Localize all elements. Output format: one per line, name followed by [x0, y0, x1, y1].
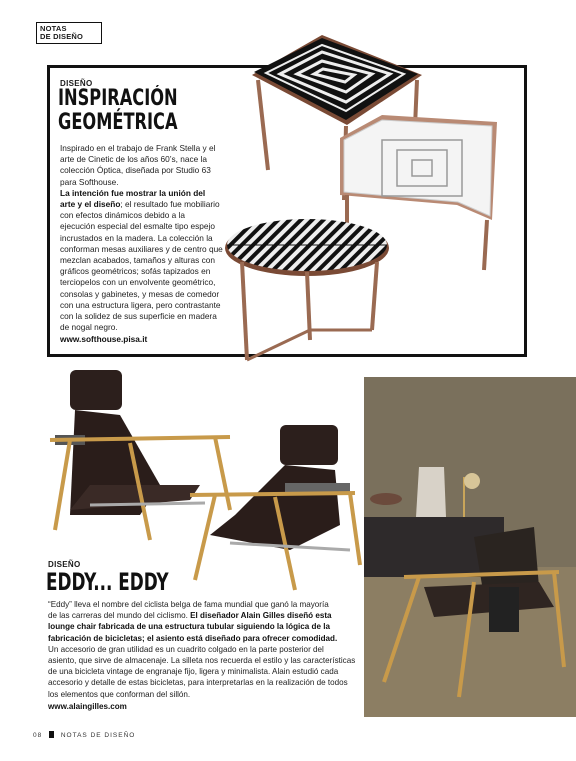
article2-line: de una bicicleta vintage de engranaje fijo, ligera y minimalista. Alain estudió cada [48, 667, 339, 677]
article1-line: con efectos dinámicos debido a la [60, 210, 185, 221]
footer-logo-icon [49, 731, 54, 738]
section-tag [36, 22, 102, 44]
article2-bold-line: fabricación de bicicletas; el asiento está diseñado para ofrecer comodidad. [48, 633, 338, 643]
article2-body [48, 599, 368, 712]
article2-line: los elementos que conforman del sillón. [48, 689, 191, 699]
article1-line: de nogal negro. [60, 322, 118, 333]
article2-line: Un accesorio de gran utilidad es un cuadrito colgado en la parte posterior del [48, 644, 324, 654]
chair-left [50, 370, 230, 540]
article1-line: conforman mesas auxiliares y de centro que [60, 243, 223, 254]
article1-line: gráficos geométricos; sofás tapizados en [60, 266, 211, 277]
article1-line: con la solidez de sus superficie en madera [60, 311, 217, 322]
eddy-interior-photo [364, 377, 576, 717]
page-footer [33, 731, 135, 739]
article1-line: consolas y gabinetes, y mesas de comedor [60, 288, 220, 299]
footer-section: NOTAS DE DISEÑO [60, 732, 136, 739]
article1-line: terciopelos con un envolvente geométrico, [60, 277, 216, 288]
article2-bold-line: El diseñador Alain Gilles diseñó esta [187, 611, 332, 621]
article1-line: con una estructura ligera, pero contrastante [60, 299, 221, 310]
article2-link[interactable]: www.alaingilles.com [48, 701, 127, 711]
article1-line: ejecución especial del esmalte tipo espejo [60, 221, 215, 232]
chair-right [190, 425, 360, 590]
article2-line: “Eddy” lleva el nombre del ciclista belga de fama mundial que ganó la mayoría [48, 600, 329, 609]
article1-line: incrustados en la madera. La colección la [60, 232, 213, 243]
interior-scene [364, 377, 576, 717]
article1-bold-line: arte y el diseño [60, 199, 121, 210]
article1-link[interactable]: www.softhouse.pisa.it [60, 334, 148, 345]
optica-tables-photo [222, 30, 522, 375]
article1-label: DISEÑO [60, 79, 93, 88]
article2-line: accesorio y detalle de estas bicicletas, para interpretarlas en la realización de todos [48, 678, 348, 688]
page-number: 08 [33, 732, 43, 739]
article1-line: colección Óptica, diseñada por Studio 63 [60, 165, 211, 176]
article1-line: ; el resultado fue mobiliario [120, 199, 220, 210]
article1-title [58, 87, 178, 135]
article1-title-line2: GEOMÉTRICA [58, 110, 178, 135]
article2-line: asiento, que sirve de almacenaje. La silleta nos recuerda el estilo y las características [48, 656, 356, 666]
article1-title-line1: INSPIRACIÓN [58, 86, 178, 111]
section-tag-line2: DE DISEÑO [40, 32, 84, 41]
article2-bold-line: lounge chair fabricada de una estructura tubular siguiendo la lógica de la [48, 622, 330, 632]
article1-line: Inspirado en el trabajo de Frank Stella y el [60, 143, 216, 153]
section-tag-line1: NOTAS [40, 24, 67, 33]
article2-label: DISEÑO [48, 560, 81, 569]
round-table [225, 219, 389, 360]
article1-line: mezclan acabados, tamaños y alturas con [60, 255, 215, 266]
article1-line: para Softhouse. [60, 176, 119, 187]
article1-bold-line: La intención fue mostrar la unión del [60, 187, 206, 198]
article1-line: arte de Cinetic de los años 60’s, nace la [60, 154, 207, 165]
article2-title: EDDY... EDDY [46, 568, 169, 596]
article2-line: de las carreras del mundo del ciclismo. [48, 611, 188, 621]
